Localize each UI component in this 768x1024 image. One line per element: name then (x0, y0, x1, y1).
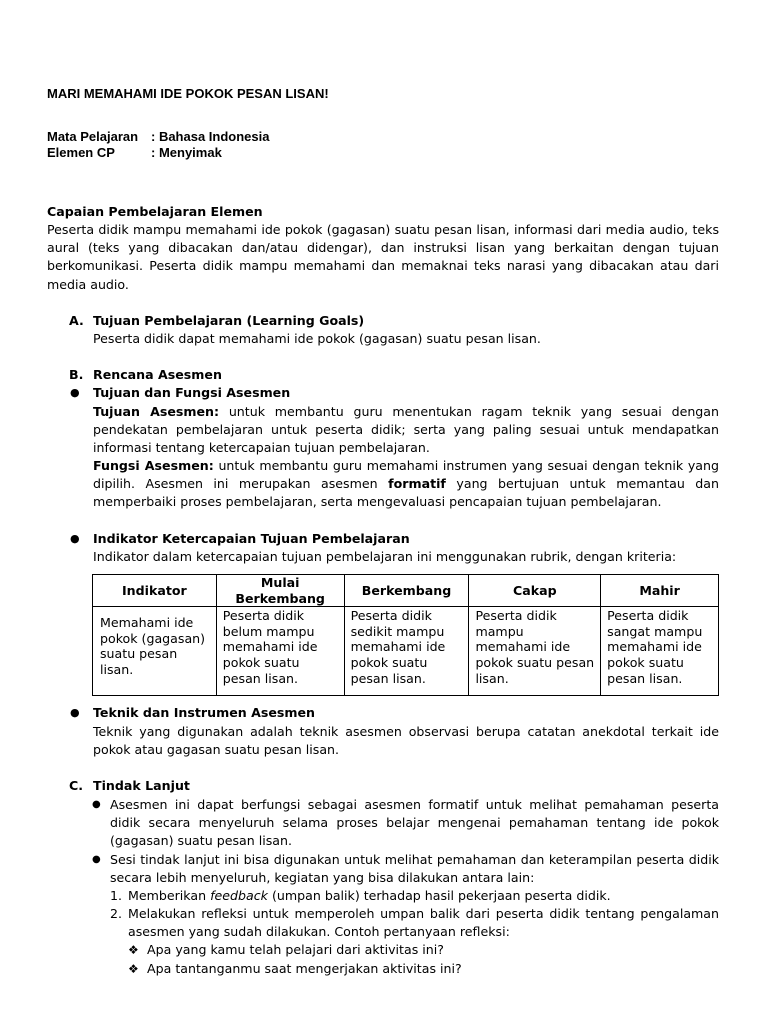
subject-value: : Bahasa Indonesia (151, 129, 270, 144)
lesson-meta (47, 129, 269, 161)
reflection-question-2: Apa tantanganmu saat mengerjakan aktivitas ini? (147, 961, 462, 976)
subject-row (47, 129, 269, 145)
element-label: Elemen CP (47, 145, 115, 160)
list-number: 1. (110, 888, 123, 903)
rubric-cell-berkembang: Peserta didik sedikit mampu memahami ide pokok suatu pesan lisan. (344, 607, 469, 696)
item-1-post: (umpan balik) terhadap hasil pekerjaan peserta didik. (271, 888, 611, 903)
teknik-body: Teknik yang digunakan adalah teknik asesmen observasi berupa catatan anekdotal terkait ide pokok atau gagasan suatu pesan lisan. (93, 724, 719, 758)
subject-label: Mata Pelajaran (47, 129, 139, 144)
teknik-heading: Teknik dan Instrumen Asesmen (93, 705, 316, 720)
element-row (47, 145, 269, 161)
tindak-lanjut-bullet-1: Asesmen ini dapat berfungsi sebagai asesmen formatif untuk melihat pemahaman peserta didik secara menyeluruh selama proses belajar mengenai pemahaman tentang ide pokok (gagasan) suatu pesan lisan. (110, 797, 719, 849)
list-number: 2. (110, 906, 123, 921)
fungsi-asesmen-paragraph (93, 457, 719, 512)
document-title: MARI MEMAHAMI IDE POKOK PESAN LISAN! (47, 86, 329, 101)
bullet-icon: ● (70, 532, 80, 545)
section-a-marker: A. (69, 313, 84, 328)
capaian-heading: Capaian Pembelajaran Elemen (47, 204, 263, 219)
list-item: Melakukan refleksi untuk memperoleh umpan balik dari peserta didik tentang pengalaman asesmen yang sudah dilakukan. Contoh pertanyaan refleksi: (128, 906, 719, 940)
tujuan-asesmen-label: Tujuan Asesmen: (93, 404, 220, 419)
tindak-lanjut-bullet-2: Sesi tindak lanjut ini bisa digunakan untuk melihat pemahaman dan keterampilan peserta didik secara lebih menyeluruh, kegiatan yang bisa dilakukan antara lain: (110, 852, 719, 886)
fungsi-asesmen-text-2: yang bertujuan untuk memantau dan memperbaiki proses pembelajaran, serta mengevaluasi pencapaian tujuan pembelajaran. (93, 476, 719, 510)
rubric-header-indikator: Indikator (93, 575, 217, 607)
table-row (93, 607, 719, 696)
section-b-heading: Rencana Asesmen (93, 367, 222, 382)
fungsi-asesmen-label: Fungsi Asesmen: (93, 458, 214, 473)
section-a-heading: Tujuan Pembelajaran (Learning Goals) (93, 313, 365, 328)
rubric-cell-mahir: Peserta didik sangat mampu memahami ide pokok suatu pesan lisan. (601, 607, 719, 696)
element-value: : Menyimak (151, 145, 222, 160)
section-b-marker: B. (69, 367, 84, 382)
rubric-cell-mulai-berkembang: Peserta didik belum mampu memahami ide pokok suatu pesan lisan. (216, 607, 344, 696)
fungsi-asesmen-bold: formatif (388, 476, 446, 492)
reflection-question-1: Apa yang kamu telah pelajari dari aktivitas ini? (147, 942, 444, 957)
item-1-pre: Memberikan (128, 888, 207, 903)
item-1-italic: feedback (210, 888, 268, 903)
capaian-body: Peserta didik mampu memahami ide pokok (gagasan) suatu pesan lisan, informasi dari media audio, teks aural (teks yang dibacakan dan/atau didengar), dan instruksi lisan yang berkaitan dengan tujuan berkomunikasi. Peserta didik mampu memahami dan memaknai teks narasi yang dibacakan atau dari media audio. (47, 222, 719, 292)
bullet-icon: ● (70, 386, 80, 399)
indikator-intro: Indikator dalam ketercapaian tujuan pembelajaran ini menggunakan rubrik, dengan kriteria: (93, 549, 677, 564)
fungsi-asesmen-text-1: untuk membantu guru memahami instrumen yang sesuai dengan teknik yang dipilih. Asesmen ini merupakan asesmen (93, 458, 719, 492)
diamond-bullet-icon: ❖ (128, 943, 139, 957)
rubric-header-berkembang: Berkembang (344, 575, 469, 607)
indikator-heading: Indikator Ketercapaian Tujuan Pembelajaran (93, 531, 410, 546)
rubric-header-row (93, 575, 719, 607)
rubric-cell-indikator: Memahami ide pokok (gagasan) suatu pesan lisan. (93, 607, 217, 696)
rubric-cell-cakap: Peserta didik mampu memahami ide pokok suatu pesan lisan. (469, 607, 601, 696)
rubric-header-mulai-berkembang: Mulai Berkembang (216, 575, 344, 607)
section-c-heading: Tindak Lanjut (93, 778, 190, 793)
tujuan-asesmen-paragraph (93, 403, 719, 458)
tujuan-fungsi-heading: Tujuan dan Fungsi Asesmen (93, 385, 291, 400)
bullet-icon: ● (92, 854, 101, 865)
diamond-bullet-icon: ❖ (128, 962, 139, 976)
bullet-icon: ● (92, 799, 101, 810)
rubric-header-mahir: Mahir (601, 575, 719, 607)
tujuan-asesmen-text: untuk membantu guru menentukan ragam teknik yang sesuai dengan pendekatan pembelajaran untuk peserta didik; serta yang paling sesuai untuk mendapatkan informasi tentang ketercapaian tujuan pembelajaran. (93, 404, 719, 456)
bullet-icon: ● (70, 706, 80, 719)
rubric-header-cakap: Cakap (469, 575, 601, 607)
section-a-body: Peserta didik dapat memahami ide pokok (gagasan) suatu pesan lisan. (93, 331, 541, 346)
section-c-marker: C. (69, 778, 84, 793)
rubric-table (92, 574, 719, 696)
list-item (128, 887, 611, 905)
